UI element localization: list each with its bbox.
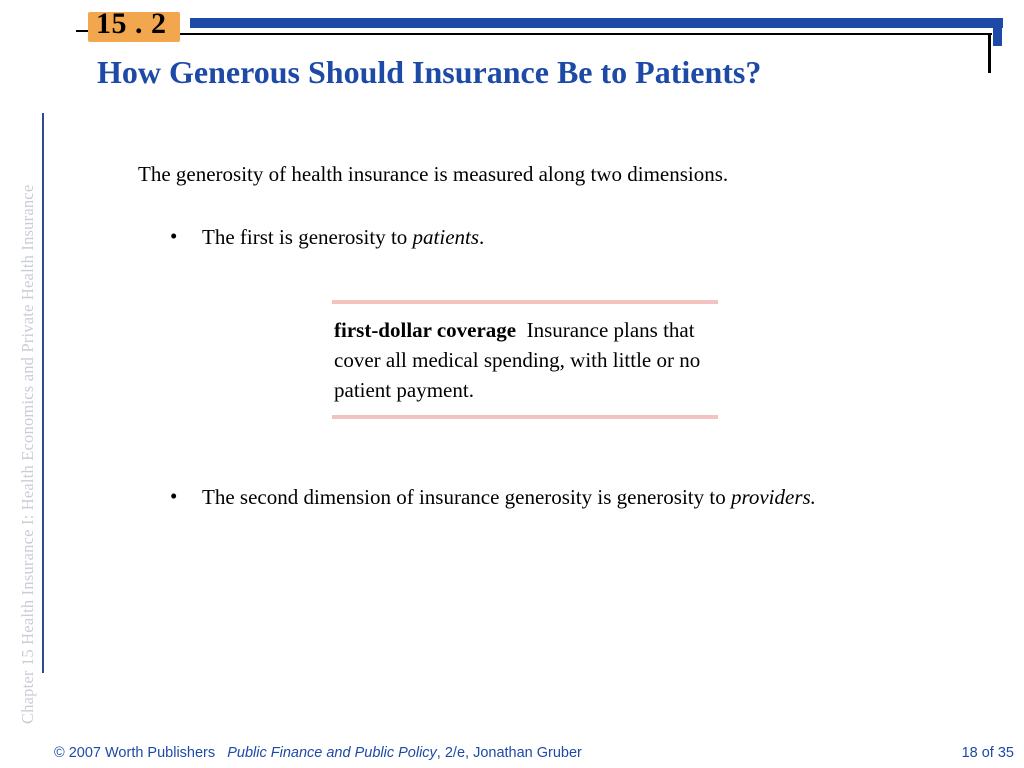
footer-edition-author: , 2/e, Jonathan Gruber [436,745,582,761]
bullet-dot: • [170,224,178,248]
bullet-dot: • [170,484,178,508]
intro-text: The generosity of health insurance is measured along two dimensions. [138,162,729,186]
definition-term: first-dollar coverage [334,318,517,342]
footer-copyright: © 2007 Worth Publishers [54,745,216,761]
bullet-text: The first is generosity to patients. [202,225,485,249]
footer-credit [54,745,582,761]
definition-rule-bottom [332,415,718,419]
page-number: 18 of 35 [961,745,1014,761]
footer-book-title: Public Finance and Public Policy [227,745,437,761]
header-bar [190,18,1003,28]
header-bar-end [993,18,1002,46]
header-rule-end [988,33,991,73]
bullet-text: The second dimension of insurance generosity is generosity to providers. [202,485,816,509]
definition-text: Insurance plans that cover all medical spending, with little or no patient payment. [334,318,701,402]
definition-box [334,315,726,405]
chapter-side-title: Chapter 15 Health Insurance I: Health Economics and Private Health Insurance [18,184,37,724]
section-number: 15 . 2 [96,7,167,40]
header-rule [180,33,992,35]
side-rule [42,113,44,673]
definition-rule-top [332,300,718,304]
page-title: How Generous Should Insurance Be to Patients? [97,54,762,90]
section-rule-left [76,30,88,32]
